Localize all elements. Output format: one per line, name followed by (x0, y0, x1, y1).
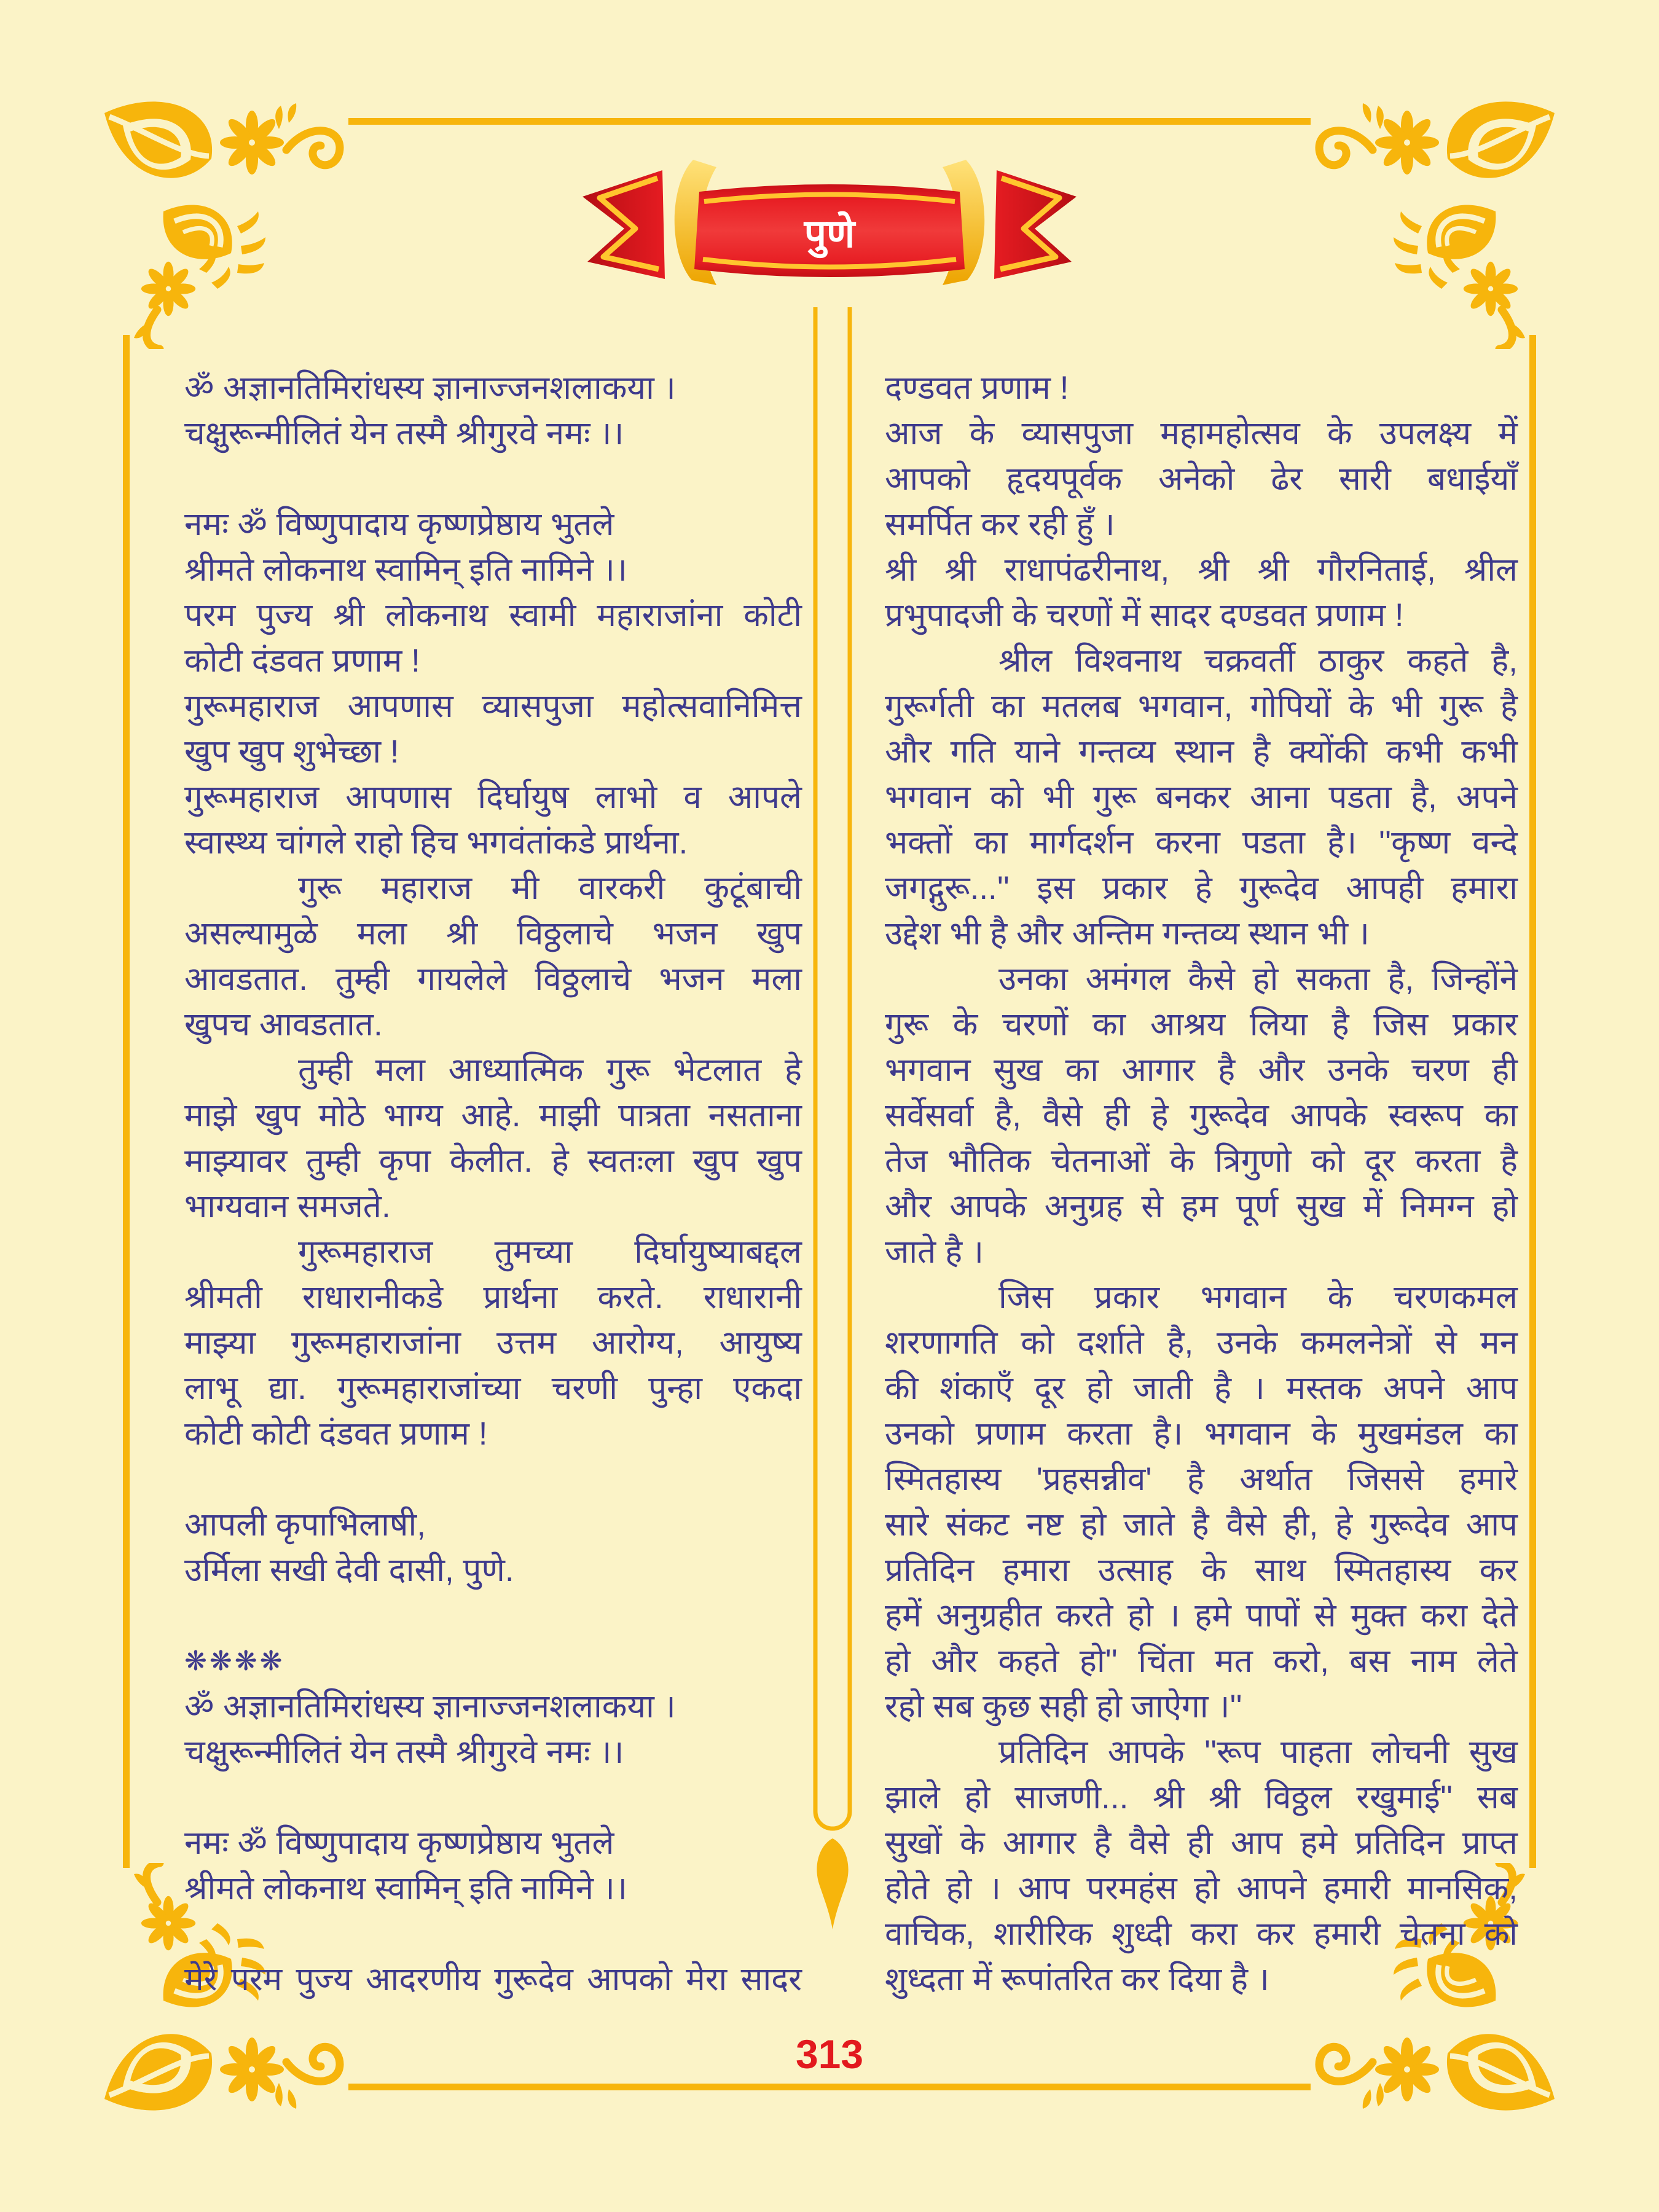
text-line: और गति याने गन्तव्य स्थान है क्योंकी कभी कभी (885, 734, 1518, 770)
text-line: गुरू महाराज मी वारकरी कुटूंबाची (298, 870, 802, 906)
text-line: मेरे परम पुज्य आदरणीय गुरूदेव आपको मेरा सादर (184, 1961, 802, 1998)
text-line: सारे संकट नष्ट हो जाते है वैसे ही, हे गुरूदेव आप (885, 1507, 1518, 1543)
text-line: जिस प्रकार भगवान के चरणकमल (998, 1279, 1518, 1316)
text-line: असल्यामुळे मला श्री विठ्ठलाचे भजन खुप (184, 916, 802, 952)
border-top-line (348, 118, 1311, 125)
text-line: आपको हृदयपूर्वक अनेको ढेर सारी बधाईयाँ (885, 461, 1518, 497)
text-line: गुरूमहाराज तुमच्या दिर्घायुष्याबद्दल (298, 1234, 802, 1270)
text-line: खुपच आवडतात. (184, 1006, 383, 1043)
text-line: चक्षुरून्मीलितं येन तस्मै श्रीगुरवे नमः ।। (184, 415, 624, 452)
text-line: नमः ॐ विष्णुपादाय कृष्णप्रेष्ठाय भुतले (184, 1825, 614, 1861)
text-line: रहो सब कुछ सही हो जाऐगा ।'' (885, 1688, 1242, 1725)
text-line: शरणागति को दर्शाते है, उनके कमलनेत्रों से मन (885, 1325, 1518, 1361)
text-line: हो और कहते हो'' चिंता मत करो, बस नाम लेते (885, 1643, 1518, 1679)
page-number: 313 (795, 2031, 864, 2077)
text-line: चक्षुरून्मीलितं येन तस्मै श्रीगुरवे नमः ।। (184, 1734, 624, 1770)
text-line: की शंकाएँ दूर हो जाती है । मस्तक अपने आप (885, 1370, 1518, 1406)
border-right-line (1529, 335, 1536, 1868)
text-line: उर्मिला सखी देवी दासी, पुणे. (184, 1552, 514, 1588)
line-spacer (184, 1775, 802, 1821)
text-line: नमः ॐ विष्णुपादाय कृष्णप्रेष्ठाय भुतले (184, 506, 614, 543)
corner-ornament-top-left-icon (91, 91, 349, 349)
text-line: ॐ अज्ञानतिमिरांधस्य ज्ञानाज्जनशलाकया । (184, 1688, 676, 1725)
text-line: भाग्यवान समजते. (184, 1188, 391, 1225)
line-spacer (184, 1593, 802, 1639)
text-line: भगवान को भी गुरू बनकर आना पडता है, अपने (885, 779, 1518, 815)
text-line: उद्देश भी है और अन्तिम गन्तव्य स्थान भी । (885, 916, 1370, 952)
text-line: आवडतात. तुम्ही गायलेले विठ्ठलाचे भजन मला (184, 961, 802, 997)
text-line: कोटी दंडवत प्रणाम ! (184, 643, 420, 679)
text-line: ॐ अज्ञानतिमिरांधस्य ज्ञानाज्जनशलाकया । (184, 370, 676, 406)
text-line: प्रतिदिन हमारा उत्साह के साथ स्मितहास्य कर (885, 1552, 1518, 1588)
text-line: कोटी कोटी दंडवत प्रणाम ! (184, 1416, 488, 1452)
text-line: समर्पित कर रही हुँ । (885, 506, 1115, 543)
text-line: उनको प्रणाम करता है। भगवान के मुखमंडल का (885, 1416, 1518, 1452)
text-line: श्रीमते लोकनाथ स्वामिन् इति नामिने ।। (184, 1870, 627, 1907)
text-line: श्रील विश्वनाथ चक्रवर्ती ठाकुर कहते है, (998, 643, 1518, 679)
text-line: झाले हो साजणी... श्री श्री विठ्ठल रखुमाई'' सब (885, 1779, 1518, 1816)
border-left-line (123, 335, 130, 1868)
text-line: सर्वेसर्वा है, वैसे ही हे गुरूदेव आपके स्वरूप का (885, 1097, 1518, 1134)
right-text-column (885, 366, 1518, 2002)
line-spacer (184, 1912, 802, 1957)
text-line: स्मितहास्य 'प्रहसन्नीव' है अर्थात जिससे हमारे (885, 1461, 1518, 1497)
line-spacer (184, 457, 802, 502)
text-line: तेज भौतिक चेतनाओं के त्रिगुणो को दूर करता है (885, 1143, 1518, 1179)
text-line: शुध्दता में रूपांतरित कर दिया है । (885, 1961, 1269, 1998)
text-line: प्रतिदिन आपके ''रूप पाहता लोचनी सुख (998, 1734, 1518, 1770)
text-line: लाभू द्या. गुरूमहाराजांच्या चरणी पुन्हा एकदा (184, 1370, 802, 1406)
section-separator: ❋❋❋❋ (184, 1646, 285, 1676)
text-line: उनका अमंगल कैसे हो सकता है, जिन्होंने (998, 961, 1518, 997)
text-line: और आपके अनुग्रह से हम पूर्ण सुख में निमग्न हो (885, 1188, 1518, 1225)
left-text-column (184, 366, 802, 2002)
text-line: खुप खुप शुभेच्छा ! (184, 734, 399, 770)
text-line: गुरू के चरणों का आश्रय लिया है जिस प्रकार (885, 1006, 1518, 1043)
text-line: परम पुज्य श्री लोकनाथ स्वामी महाराजांना कोटी (184, 597, 802, 633)
text-line: आपली कृपाभिलाषी, (184, 1507, 426, 1543)
text-line: श्रीमते लोकनाथ स्वामिन् इति नामिने ।। (184, 552, 627, 588)
text-line: गुरूमहाराज आपणास दिर्घायुष लाभो व आपले (184, 779, 802, 815)
text-line: प्रभुपादजी के चरणों में सादर दण्डवत प्रणाम ! (885, 597, 1404, 633)
text-line: भक्तों का मार्गदर्शन करना पडता है। ''कृष्ण वन्दे (885, 825, 1518, 861)
text-line: होते हो । आप परमहंस हो आपने हमारी मानसिक, (885, 1870, 1518, 1907)
line-spacer (184, 1457, 802, 1502)
text-line: वाचिक, शारीरिक शुध्दी करा कर हमारी चेतना को (885, 1916, 1518, 1952)
text-line: गुरूमहाराज आपणास व्यासपुजा महोत्सवानिमित्त (184, 688, 802, 724)
text-line: तुम्ही मला आध्यात्मिक गुरू भेटलात हे (298, 1052, 802, 1088)
text-line: स्वास्थ्य चांगले राहो हिच भगवंतांकडे प्रार्थना. (184, 825, 688, 861)
text-line: भगवान सुख का आगार है और उनके चरण ही (885, 1052, 1518, 1088)
text-line: श्रीमती राधारानीकडे प्रार्थना करते. राधारानी (184, 1279, 802, 1316)
column-divider-icon (802, 307, 860, 1942)
text-line: सुखों के आगार है वैसे ही आप हमे प्रतिदिन प्राप्त (885, 1825, 1518, 1861)
text-line: दण्डवत प्रणाम ! (885, 370, 1069, 406)
banner-title: पुणे (804, 211, 855, 256)
text-line: माझे खुप मोठे भाग्य आहे. माझी पात्रता नसताना (184, 1097, 802, 1134)
text-line: हमें अनुग्रहीत करते हो । हमे पापों से मुक्त करा देते (885, 1598, 1518, 1634)
corner-ornament-top-right-icon (1310, 91, 1568, 349)
text-line: गुरूर्गती का मतलब भगवान, गोपियों के भी गुरू है (885, 688, 1518, 724)
text-line: श्री श्री राधापंढरीनाथ, श्री श्री गौरनिताई, श्रील (885, 552, 1518, 588)
text-line: जगद्गुरू...'' इस प्रकार हे गुरूदेव आपही हमारा (885, 870, 1518, 906)
text-line: माझ्यावर तुम्ही कृपा केलीत. हे स्वतःला खुप खुप (184, 1143, 802, 1179)
text-line: जाते है । (885, 1234, 984, 1270)
text-line: माझ्या गुरूमहाराजांना उत्तम आरोग्य, आयुष्य (184, 1325, 802, 1361)
border-bottom-line (348, 2084, 1311, 2090)
text-line: आज के व्यासपुजा महामहोत्सव के उपलक्ष्य में (885, 415, 1518, 452)
